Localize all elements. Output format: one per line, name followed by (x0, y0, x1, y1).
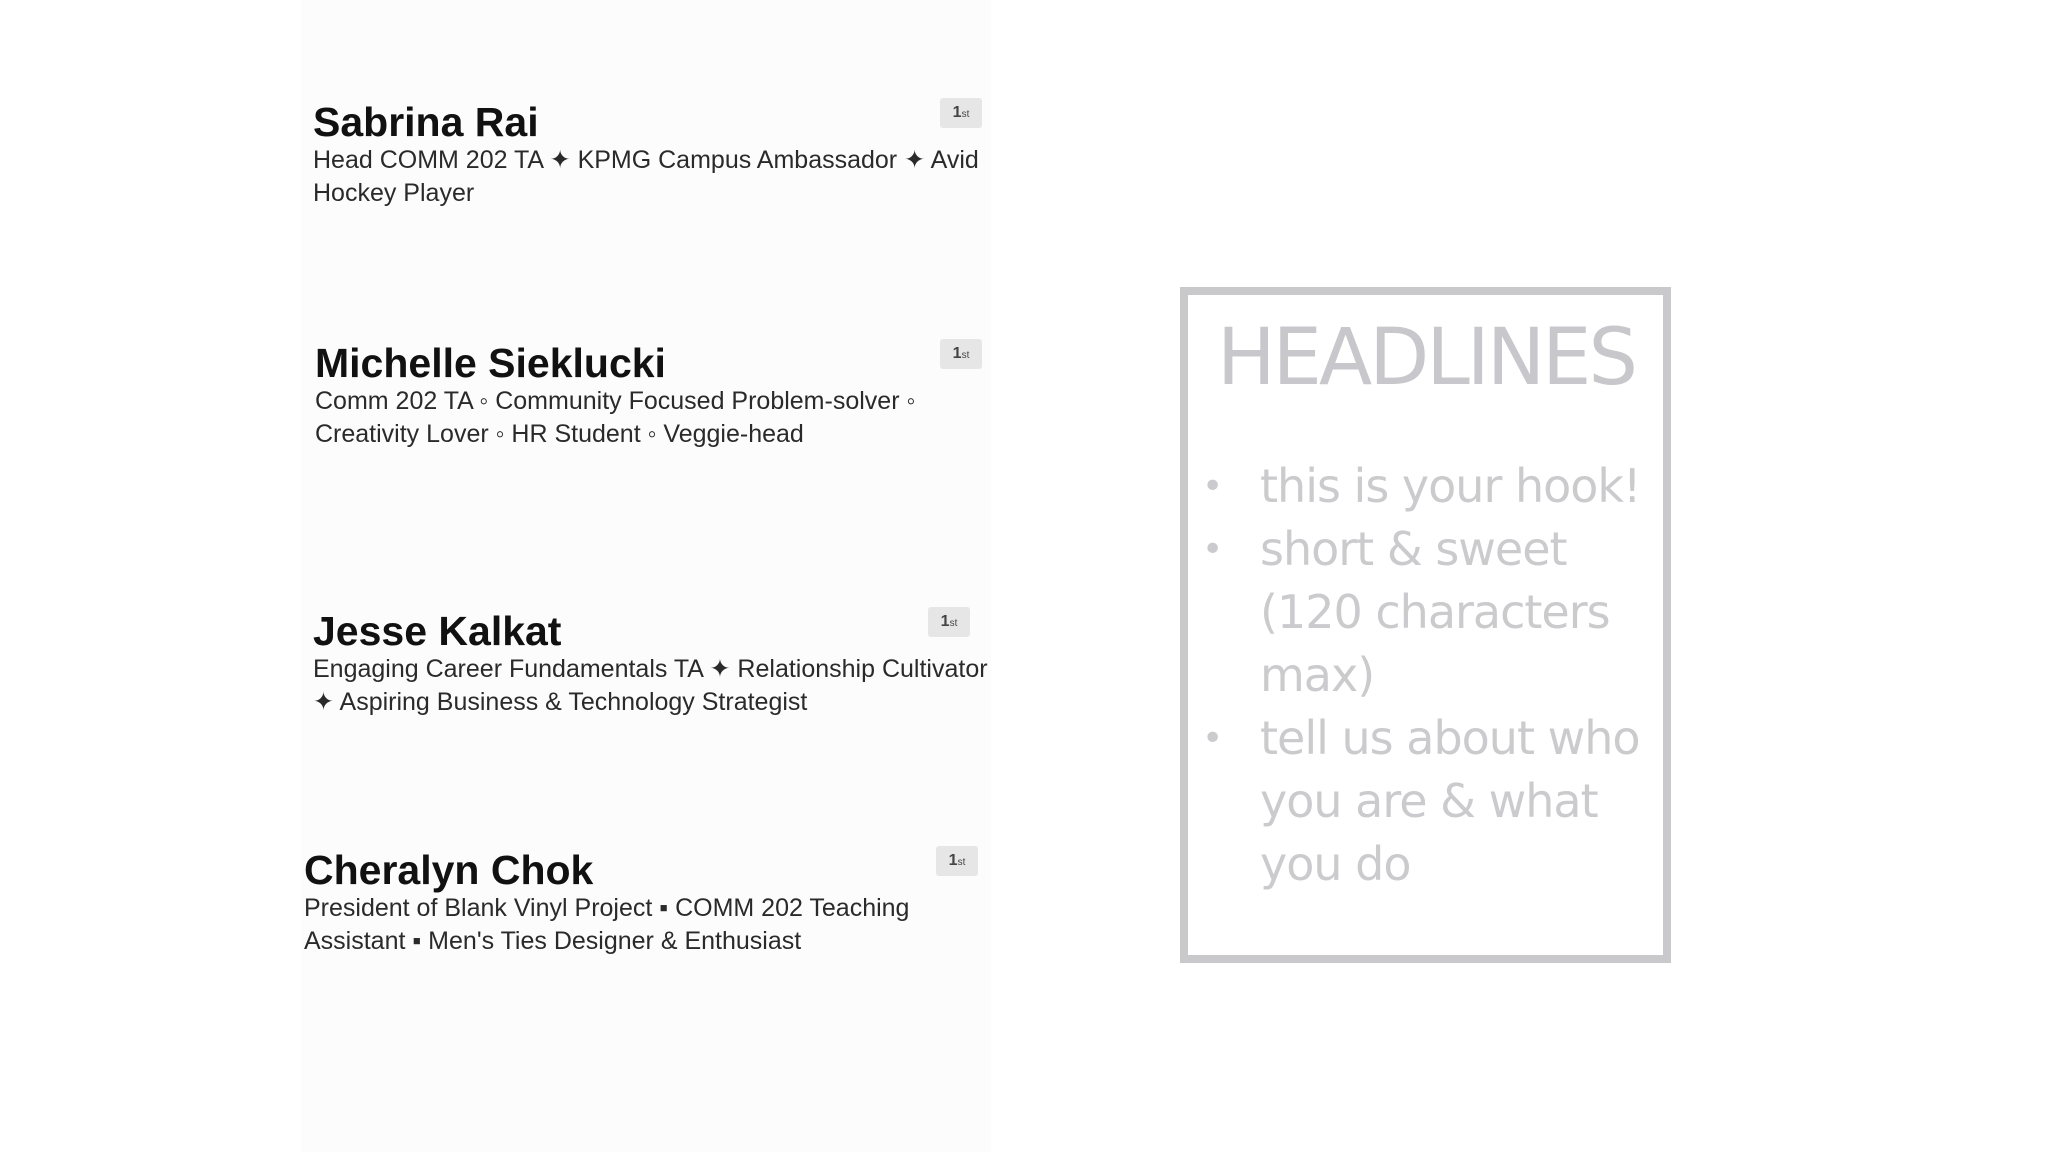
tip-item (1188, 455, 1660, 518)
profile-headline: Comm 202 TA ◦ Community Focused Problem-solver ◦ Creativity Lover ◦ HR Student ◦ Veggie-head (315, 387, 916, 448)
profile-name: Sabrina Rai (313, 99, 539, 145)
bullet-icon: • (1202, 718, 1223, 759)
headlines-title: HEADLINES (1217, 313, 1635, 403)
connection-degree-badge (936, 846, 978, 876)
profile-headline: Engaging Career Fundamentals TA ✦ Relationship Cultivator ✦ Aspiring Business & Technology Strategist (313, 655, 988, 716)
profile-headline: Head COMM 202 TA ✦ KPMG Campus Ambassador ✦ Avid Hockey Player (313, 146, 979, 207)
connection-degree-badge (940, 339, 982, 369)
tip-text: tell us about who you are & what you do (1260, 711, 1640, 891)
badge-number: 1 (948, 852, 958, 869)
badge-number: 1 (940, 613, 950, 630)
badge-number: 1 (952, 104, 962, 121)
tip-text: short & sweet (120 characters max) (1260, 522, 1610, 702)
headlines-tips-box (1180, 287, 1671, 963)
badge-suffix: st (961, 350, 970, 361)
profile-name: Cheralyn Chok (304, 847, 594, 893)
profile-headline: President of Blank Vinyl Project ▪ COMM 202 Teaching Assistant ▪ Men's Ties Designer & Enthusiast (304, 894, 910, 955)
connection-degree-badge (940, 98, 982, 128)
badge-suffix: st (957, 857, 966, 868)
profile-name: Jesse Kalkat (313, 608, 562, 654)
tip-text: this is your hook! (1260, 459, 1641, 513)
bullet-icon: • (1202, 529, 1223, 570)
tips-list (1188, 455, 1708, 896)
badge-suffix: st (961, 109, 970, 120)
badge-suffix: st (949, 618, 958, 629)
profile-name: Michelle Sieklucki (315, 340, 666, 386)
bullet-icon: • (1202, 466, 1223, 507)
badge-number: 1 (952, 345, 962, 362)
connection-degree-badge (928, 607, 970, 637)
tip-item (1188, 518, 1660, 707)
tip-item (1188, 707, 1660, 896)
